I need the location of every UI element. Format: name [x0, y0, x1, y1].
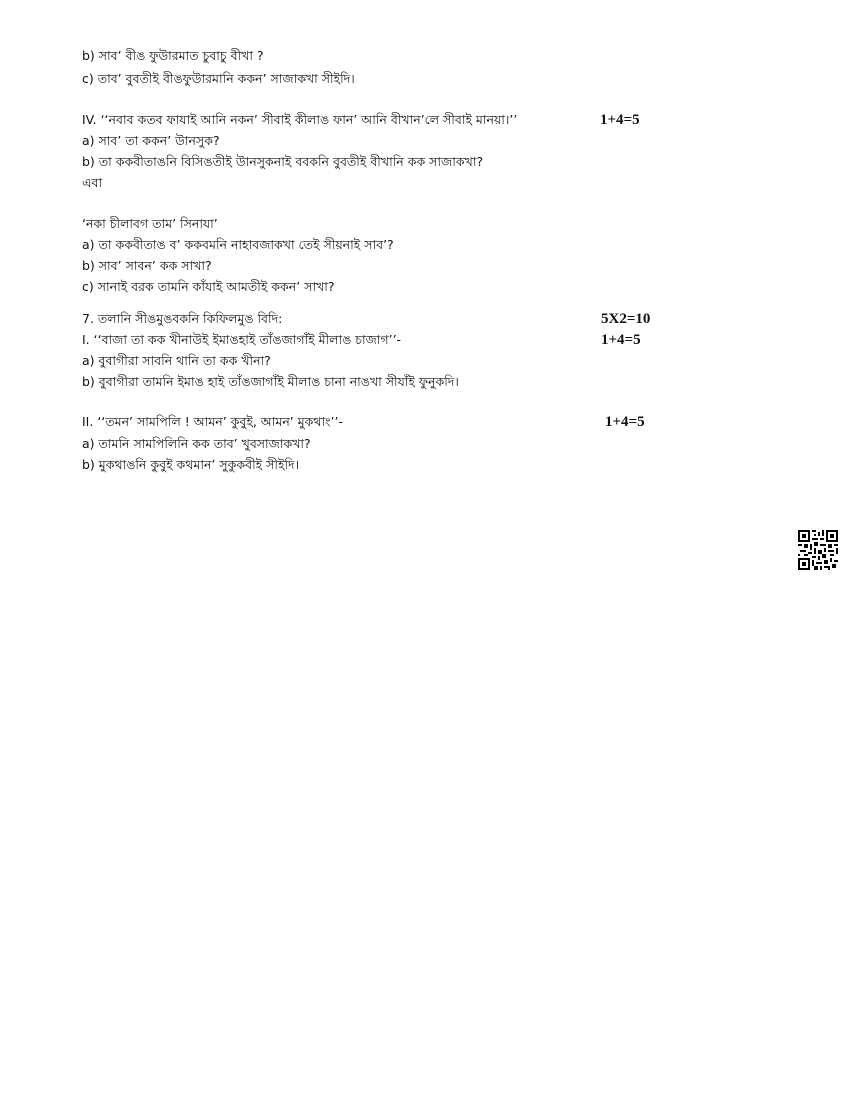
- line-c-1: c) তাব’ বুবতীই বীঙফুউারমানি ককন’ সাজাকখা সীইদি।: [82, 71, 355, 86]
- line-i-a: a) বুবাগীরা সাবনি থানি তা কক খীনা?: [82, 353, 271, 368]
- marks-i: 1+4=5: [601, 332, 641, 348]
- line-poem-a: a) তা ককবীতাঙ ব’ ককবমনি নাহাবজাকখা তেই সীয়নাই সাব’?: [82, 237, 394, 252]
- line-poem-c: c) সানাই বরক তামনি কাঁযাই আমতীই ককন’ সাখা?: [82, 279, 335, 294]
- line-poem-b: b) সাব’ সাবন’ কক সাখা?: [82, 258, 212, 273]
- question-ii: II. ‘‘তমন’ সামপিলি ! আমন’ কুবুই, আমন’ মুকথাং’’-: [82, 414, 343, 429]
- line-b-1: b) সাব’ বীঙ ফুউারমাত চুবাচু বীখা ?: [82, 48, 264, 63]
- marks-ii: 1+4=5: [605, 414, 645, 430]
- marks-iv: 1+4=5: [600, 112, 640, 128]
- line-iv-a: a) সাব’ তা ককন’ উানসুক?: [82, 133, 220, 148]
- line-ii-a: a) তামনি সামপিলিনি কক তাব’ খুবসাজাকখা?: [82, 436, 311, 451]
- line-iv-b: b) তা ককবীতাঙনি বিসিঙতীই উানসুকনাই ববকনি বুবতীই বীখানি কক সাজাকখা?: [82, 154, 484, 169]
- poem-title: ‘নকা চীলাবগ তাম’ সিনাযা’: [82, 216, 218, 231]
- question-i: I. ‘‘বাজা তা কক খীনাউই ইমাঙহাই তাঁঙজাগাঁই মীলাঙ চাজাগ’’-: [82, 332, 402, 347]
- question-iv: IV. ‘‘নবাব কতব ফাযাই আনি নকন’ সীবাই কীলাঙ ফান’ আনি বীখান’লে সীবাই মানয়া।’’: [82, 112, 518, 127]
- line-i-b: b) বুবাগীরা তামনি ইমাঙ হাই তাঁঙজাগাঁই মীলাঙ চানা নাঙখা সীযাঁই ফুনুকদি।: [82, 374, 459, 389]
- line-ii-b: b) মুকথাঙনি কুবুই কথমান’ সুকুকবীই সীইদি।: [82, 457, 300, 472]
- or-label: এবা: [82, 175, 103, 190]
- qr-code-icon: [798, 530, 838, 570]
- marks-q7: 5X2=10: [601, 311, 651, 327]
- question-7: 7. তলানি সীঙমুঙবকনি কিফিলমুঙ বিদি:: [82, 311, 283, 326]
